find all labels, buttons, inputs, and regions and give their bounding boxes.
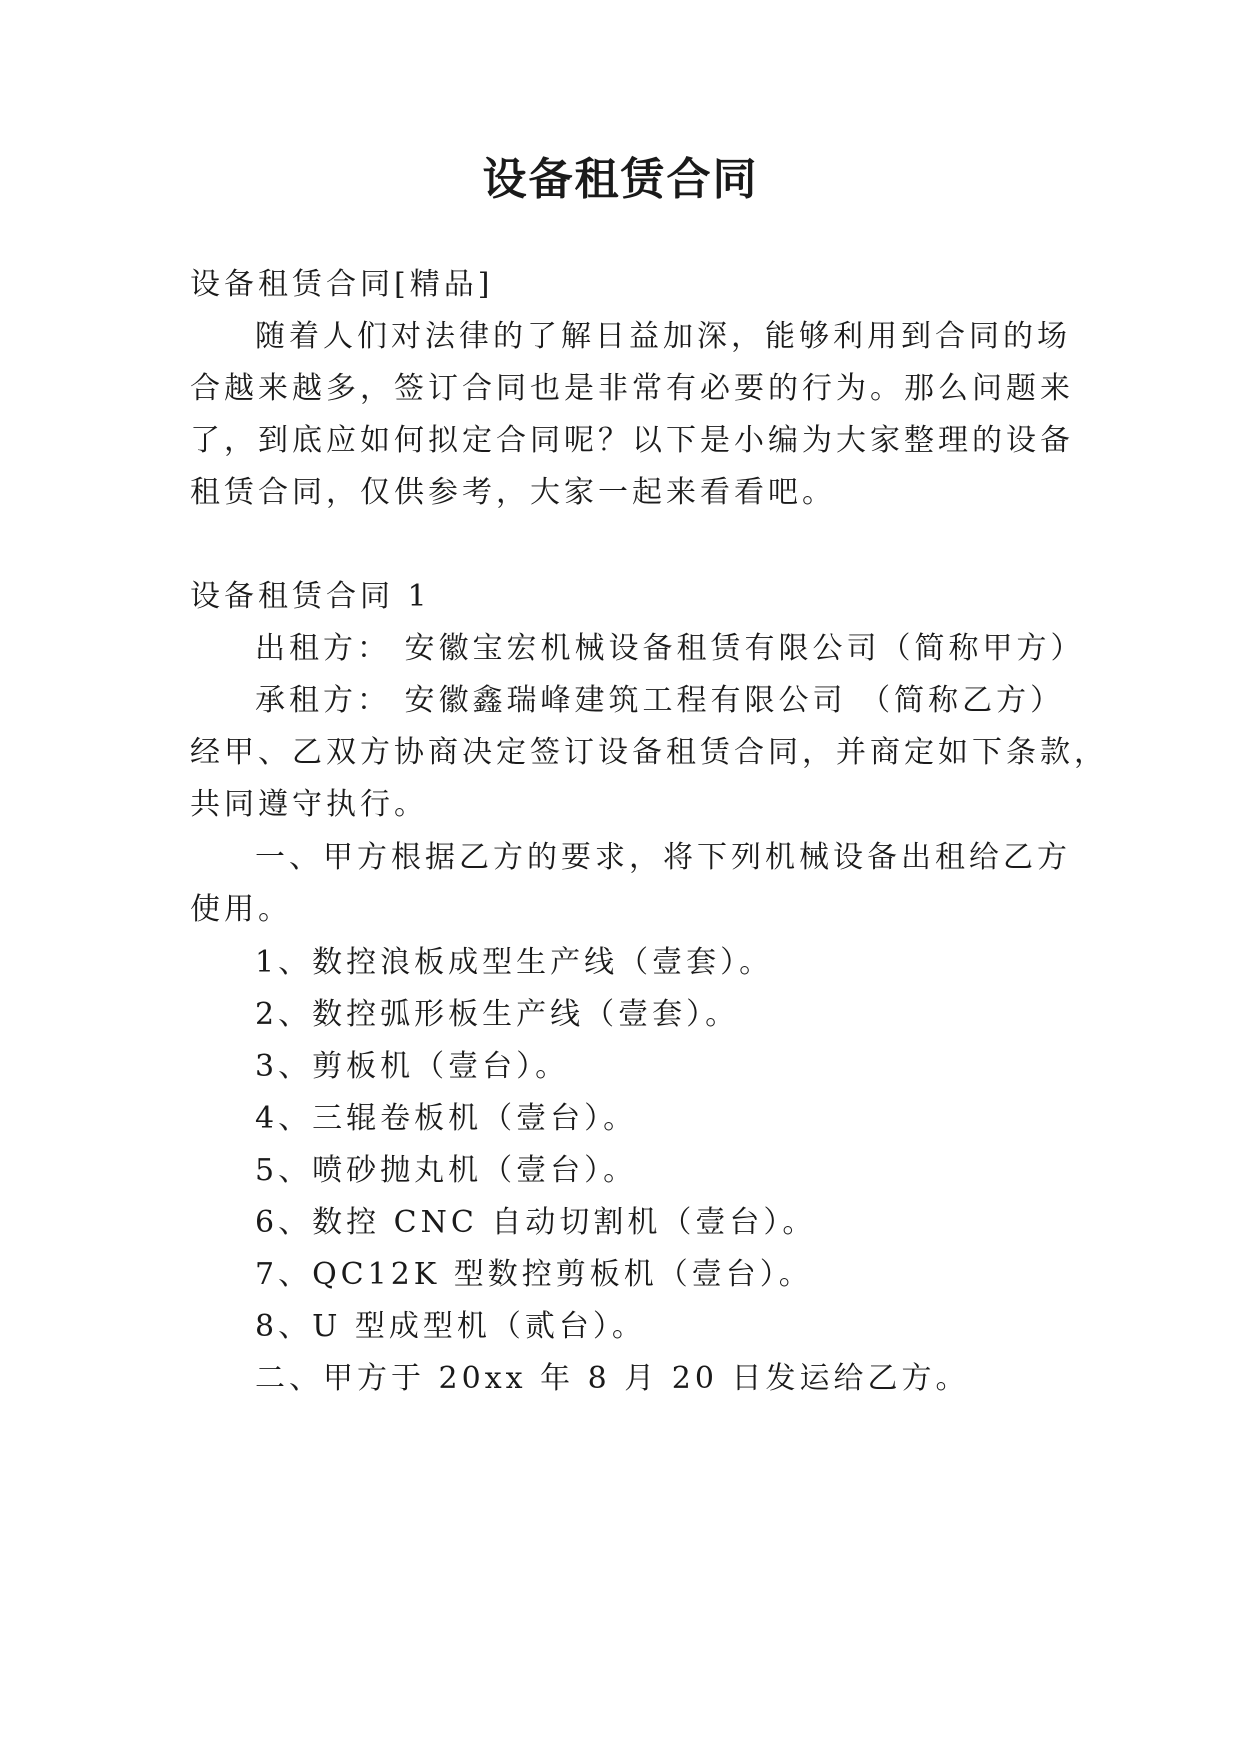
intro-line: 随着人们对法律的了解日益加深，能够利用到合同的场: [255, 319, 1071, 354]
equipment-item: 6、数控 CNC 自动切割机（壹台）。: [255, 1205, 817, 1240]
equipment-item: 3、剪板机（壹台）。: [255, 1049, 570, 1084]
lessor-line: 出租方： 安徽宝宏机械设备租赁有限公司（简称甲方）: [255, 631, 1085, 666]
intro-line: 租赁合同，仅供参考，大家一起来看看吧。: [190, 475, 836, 510]
equipment-item: 1、数控浪板成型生产线（壹套）。: [255, 945, 774, 980]
equipment-item: 7、QC12K 型数控剪板机（壹台）。: [255, 1257, 813, 1292]
document-subtitle: 设备租赁合同[精品]: [190, 267, 494, 302]
intro-line: 了，到底应如何拟定合同呢？以下是小编为大家整理的设备: [190, 423, 1074, 458]
agreement-line: 经甲、乙双方协商决定签订设备租赁合同，并商定如下条款，: [190, 735, 1108, 770]
lessee-line: 承租方： 安徽鑫瑞峰建筑工程有限公司 （简称乙方）: [255, 683, 1065, 718]
equipment-item: 8、U 型成型机（贰台）。: [255, 1309, 646, 1344]
clause-2-line: 二、甲方于 20xx 年 8 月 20 日发运给乙方。: [255, 1361, 970, 1396]
agreement-line: 共同遵守执行。: [190, 787, 428, 822]
document-title: 设备租赁合同: [482, 154, 759, 205]
equipment-item: 4、三辊卷板机（壹台）。: [255, 1101, 638, 1136]
intro-line: 合越来越多，签订合同也是非常有必要的行为。那么问题来: [190, 371, 1074, 406]
section-heading: 设备租赁合同 1: [190, 579, 431, 614]
clause-1-line: 使用。: [190, 892, 292, 927]
equipment-item: 2、数控弧形板生产线（壹套）。: [255, 997, 740, 1032]
equipment-item: 5、喷砂抛丸机（壹台）。: [255, 1153, 638, 1188]
clause-1-line: 一、甲方根据乙方的要求，将下列机械设备出租给乙方: [255, 840, 1071, 875]
